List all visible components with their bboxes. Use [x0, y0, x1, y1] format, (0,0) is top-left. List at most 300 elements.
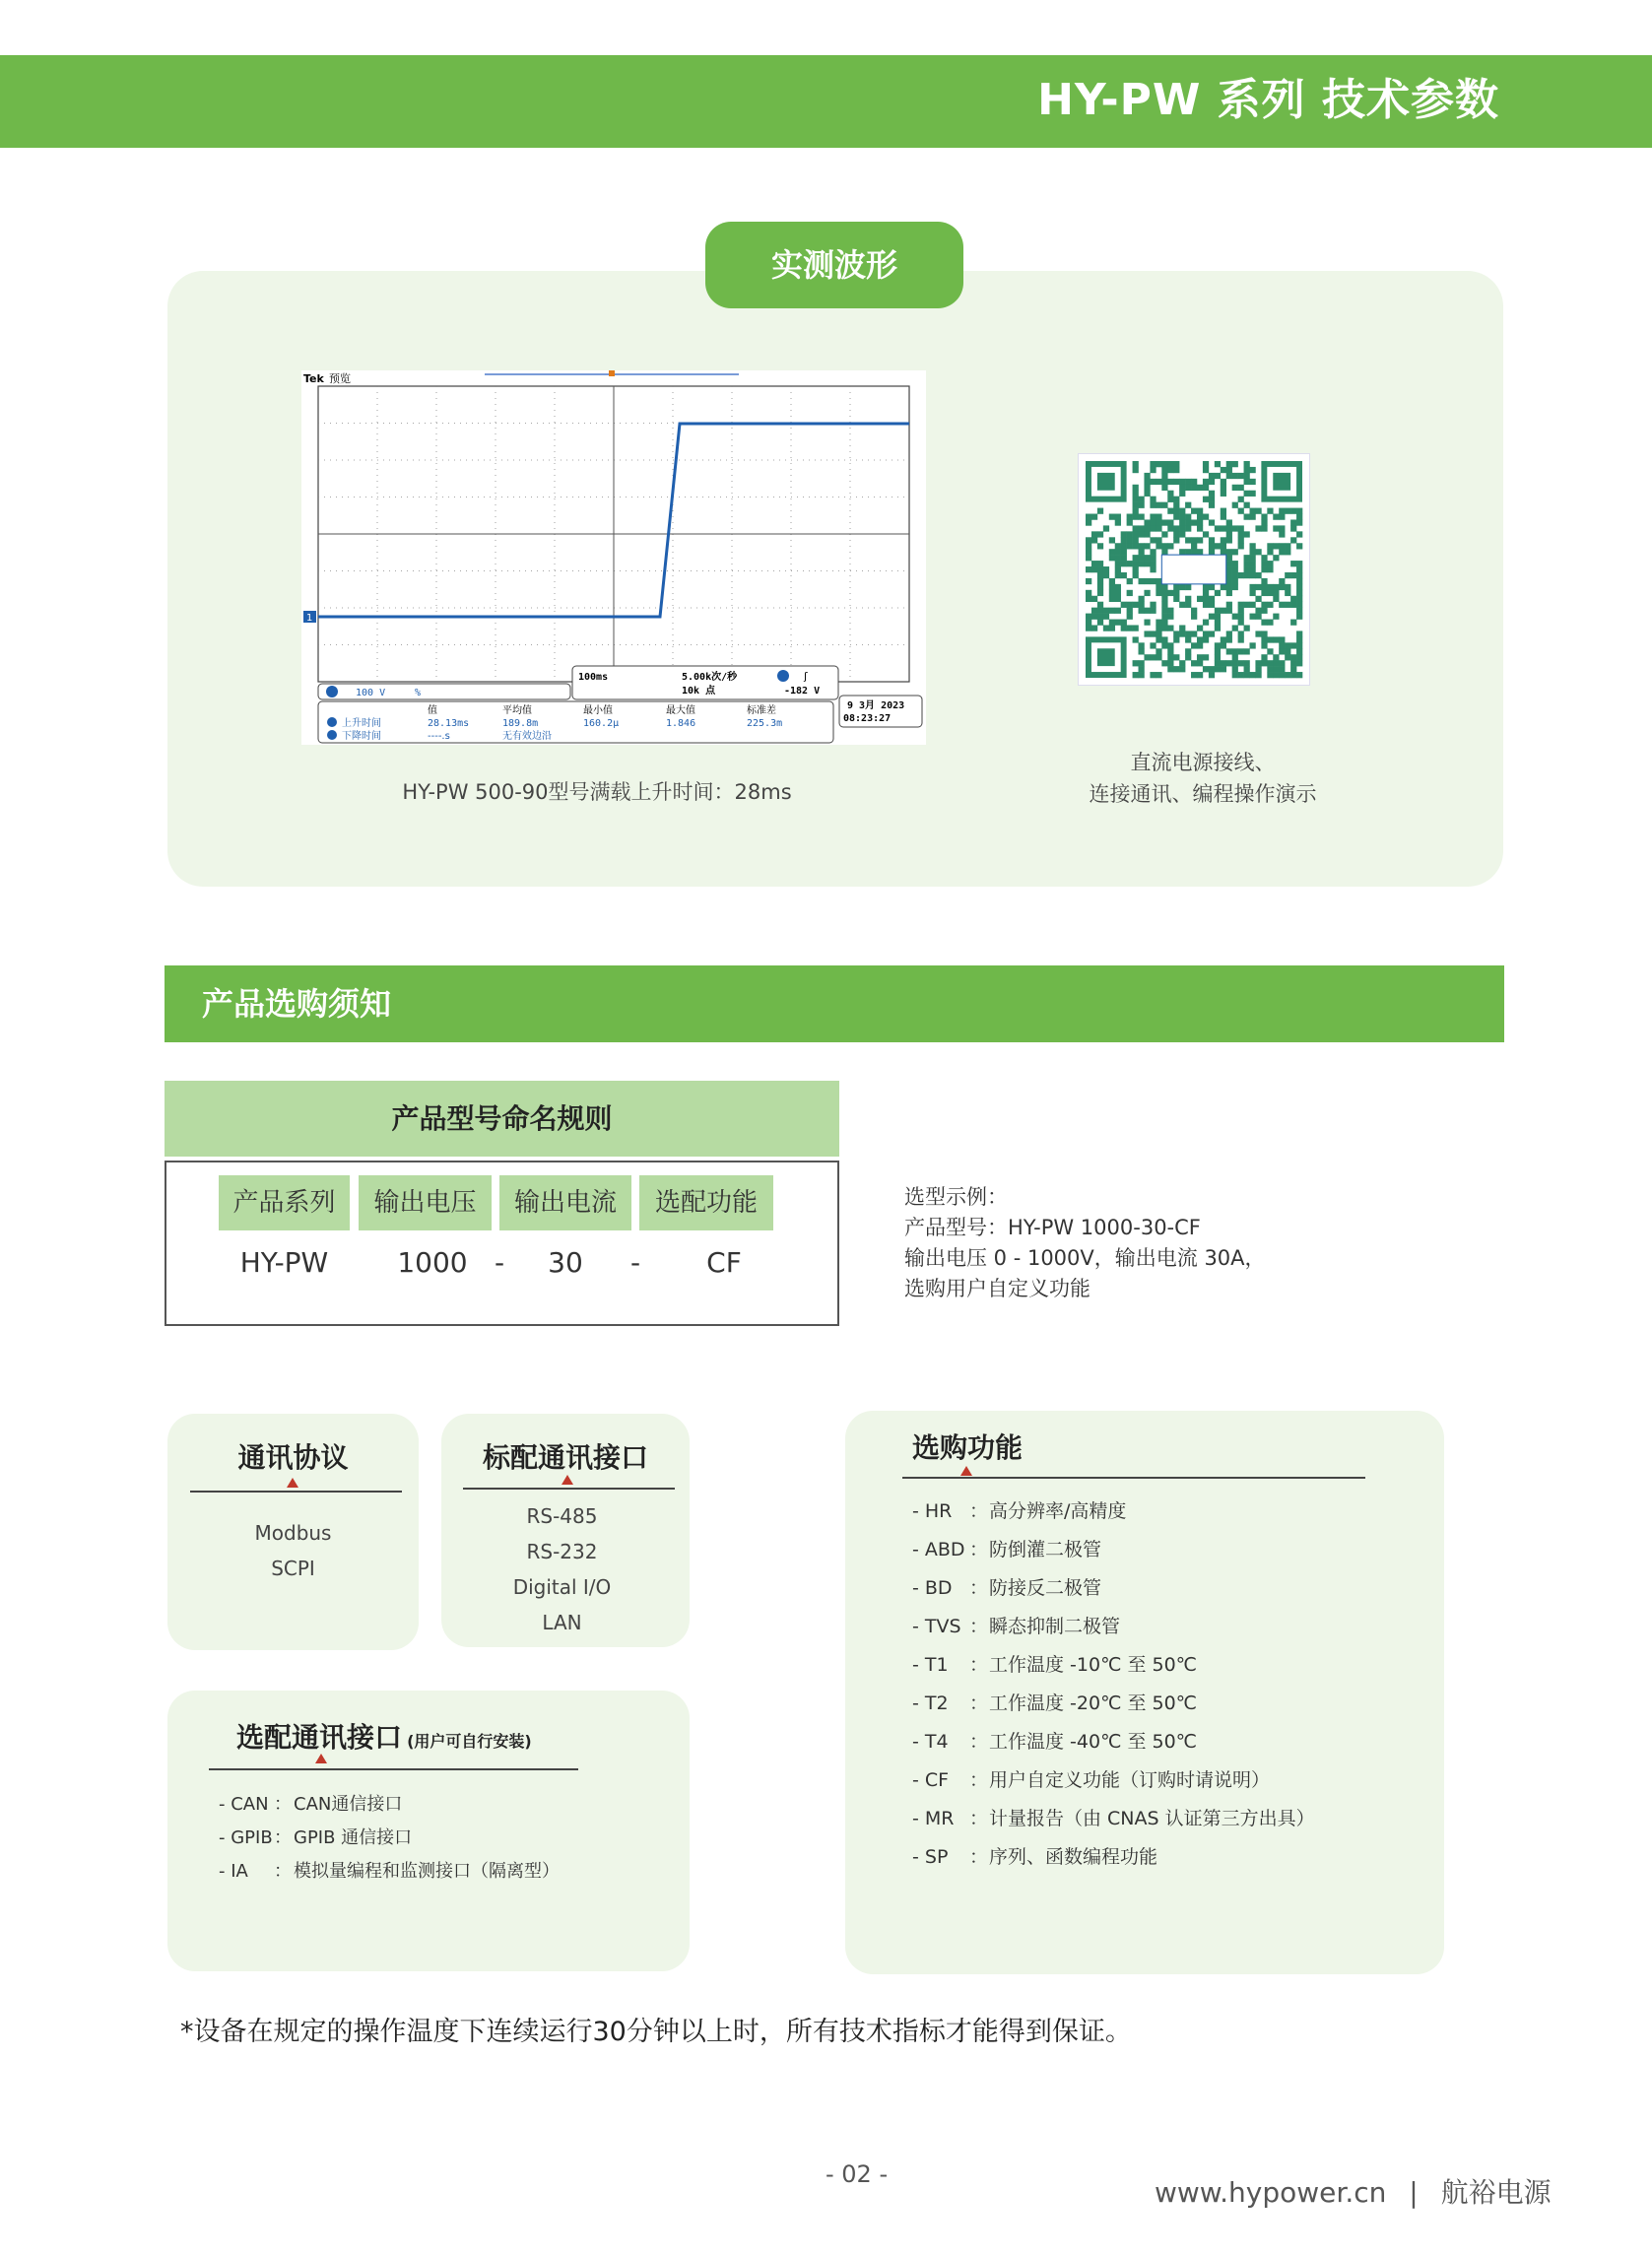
- qr-module: [1238, 631, 1244, 636]
- options-list: [912, 1493, 1315, 1877]
- footer-website-link[interactable]: www.hypower.cn: [1155, 2176, 1387, 2209]
- scope-ch-unit: %: [415, 688, 422, 698]
- qr-module: [1161, 485, 1167, 491]
- qr-module: [1097, 614, 1103, 620]
- standard-interface-item: RS-485: [526, 1504, 598, 1528]
- scope-trigger-level: -182 V: [784, 686, 821, 697]
- qr-module: [1285, 543, 1290, 549]
- qr-module: [1249, 467, 1255, 473]
- qr-module: [1267, 549, 1273, 555]
- qr-module: [1185, 479, 1191, 485]
- qr-module: [1267, 636, 1273, 642]
- qr-module: [1097, 620, 1103, 626]
- qr-module: [1249, 491, 1255, 497]
- qr-module: [1150, 467, 1156, 473]
- qr-module: [1133, 561, 1139, 566]
- qr-module: [1215, 648, 1221, 654]
- qr-module: [1238, 602, 1244, 608]
- qr-module: [1285, 584, 1290, 590]
- qr-module: [1209, 602, 1215, 608]
- qr-module: [1244, 672, 1250, 678]
- qr-module: [1279, 531, 1285, 537]
- qr-module: [1273, 596, 1279, 602]
- naming-separator-1: -: [494, 1246, 505, 1279]
- protocol-item: SCPI: [271, 1557, 315, 1580]
- qr-module: [1267, 620, 1273, 626]
- qr-module: [1244, 473, 1250, 479]
- qr-module: [1261, 578, 1267, 584]
- qr-module: [1127, 537, 1133, 543]
- qr-module: [1139, 672, 1145, 678]
- qr-module: [1226, 467, 1232, 473]
- qr-module: [1121, 625, 1127, 631]
- qr-module: [1232, 625, 1238, 631]
- qr-module: [1139, 648, 1145, 654]
- qr-module: [1191, 537, 1197, 543]
- qr-module: [1261, 525, 1267, 531]
- qr-module: [1296, 578, 1302, 584]
- scope-meas-value: 无有效边沿: [502, 731, 552, 742]
- qr-module: [1161, 549, 1167, 555]
- qr-module: [1086, 555, 1091, 561]
- qr-module: [1232, 473, 1238, 479]
- qr-module: [1215, 625, 1221, 631]
- qr-module: [1197, 519, 1203, 525]
- qr-module: [1173, 636, 1179, 642]
- qr-module: [1139, 555, 1145, 561]
- qr-logo: [1161, 555, 1225, 584]
- qr-module: [1267, 543, 1273, 549]
- qr-module: [1209, 549, 1215, 555]
- qr-module: [1185, 631, 1191, 636]
- qr-module: [1161, 620, 1167, 626]
- qr-module: [1144, 485, 1150, 491]
- option-item: - T1 ：工作温度 -10℃ 至 50℃: [912, 1654, 1198, 1676]
- qr-module: [1296, 561, 1302, 566]
- waveform-section-label: 实测波形: [705, 222, 963, 308]
- qr-module: [1179, 602, 1185, 608]
- qr-module: [1167, 590, 1173, 596]
- qr-module: [1150, 537, 1156, 543]
- qr-module: [1244, 461, 1250, 467]
- qr-module: [1144, 590, 1150, 596]
- qr-module: [1139, 561, 1145, 566]
- qr-module: [1185, 654, 1191, 660]
- qr-module: [1221, 508, 1226, 514]
- qr-module: [1209, 631, 1215, 636]
- optional-interface-title: 选配通讯接口: [236, 1721, 403, 1754]
- qr-module: [1156, 525, 1161, 531]
- qr-module: [1139, 578, 1145, 584]
- qr-module: [1209, 614, 1215, 620]
- qr-module: [1097, 584, 1103, 590]
- qr-module: [1133, 543, 1139, 549]
- qr-module: [1179, 660, 1185, 666]
- qr-module: [1267, 561, 1273, 566]
- qr-module: [1115, 584, 1121, 590]
- qr-module: [1267, 672, 1273, 678]
- qr-caption-line2: 连接通讯、编程操作演示: [1089, 782, 1317, 806]
- optional-interface-list: [219, 1788, 560, 1889]
- qr-module: [1267, 660, 1273, 666]
- qr-module: [1215, 525, 1221, 531]
- qr-module: [1203, 590, 1209, 596]
- qr-module: [1290, 537, 1296, 543]
- qr-module: [1221, 608, 1226, 614]
- qr-module: [1232, 561, 1238, 566]
- qr-module: [1261, 642, 1267, 648]
- qr-module: [1086, 620, 1091, 626]
- qr-module: [1127, 543, 1133, 549]
- qr-module: [1221, 467, 1226, 473]
- qr-module: [1115, 561, 1121, 566]
- qr-module: [1285, 648, 1290, 654]
- qr-module: [1179, 491, 1185, 497]
- qr-module: [1273, 666, 1279, 672]
- qr-module: [1249, 479, 1255, 485]
- example-line2: 产品型号：HY-PW 1000-30-CF: [904, 1216, 1201, 1239]
- option-item: - BD ：防接反二极管: [912, 1577, 1102, 1599]
- qr-module: [1197, 508, 1203, 514]
- qr-module: [1121, 561, 1127, 566]
- qr-module: [1144, 525, 1150, 531]
- selection-example: [904, 1182, 1266, 1304]
- qr-module: [1226, 549, 1232, 555]
- qr-module: [1139, 666, 1145, 672]
- qr-module: [1109, 608, 1115, 614]
- qr-module: [1296, 514, 1302, 520]
- qr-module: [1127, 531, 1133, 537]
- qr-module: [1179, 479, 1185, 485]
- qr-finder: [1097, 648, 1115, 666]
- qr-module: [1091, 531, 1097, 537]
- qr-module: [1261, 608, 1267, 614]
- qr-module: [1191, 543, 1197, 549]
- purchase-section-title: 产品选购须知: [202, 985, 392, 1023]
- qr-module: [1097, 531, 1103, 537]
- qr-module: [1226, 602, 1232, 608]
- qr-module: [1179, 485, 1185, 491]
- example-line1: 选型示例：: [904, 1185, 1008, 1209]
- qr-module: [1156, 519, 1161, 525]
- oscilloscope-screenshot: [301, 370, 926, 745]
- qr-module: [1161, 636, 1167, 642]
- qr-module: [1133, 672, 1139, 678]
- qr-module: [1191, 660, 1197, 666]
- qr-module: [1232, 614, 1238, 620]
- qr-module: [1150, 672, 1156, 678]
- qr-module: [1127, 625, 1133, 631]
- qr-module: [1238, 648, 1244, 654]
- qr-module: [1203, 620, 1209, 626]
- qr-module: [1127, 608, 1133, 614]
- qr-module: [1115, 572, 1121, 578]
- qr-module: [1244, 666, 1250, 672]
- qr-module: [1267, 602, 1273, 608]
- qr-module: [1267, 584, 1273, 590]
- qr-module: [1238, 473, 1244, 479]
- qr-module: [1173, 461, 1179, 467]
- qr-module: [1156, 654, 1161, 660]
- qr-module: [1161, 614, 1167, 620]
- qr-module: [1296, 566, 1302, 572]
- qr-module: [1150, 602, 1156, 608]
- qr-module: [1167, 608, 1173, 614]
- qr-module: [1179, 514, 1185, 520]
- qr-module: [1203, 461, 1209, 467]
- qr-module: [1156, 502, 1161, 508]
- qr-module: [1179, 508, 1185, 514]
- qr-module: [1249, 508, 1255, 514]
- scope-brand: Tek: [303, 372, 324, 385]
- qr-module: [1139, 660, 1145, 666]
- qr-module: [1226, 525, 1232, 531]
- qr-module: [1103, 625, 1109, 631]
- qr-module: [1150, 479, 1156, 485]
- qr-module: [1221, 584, 1226, 590]
- qr-module: [1290, 620, 1296, 626]
- options-rule: [902, 1477, 1365, 1479]
- optional-interface-item: - GPIB： GPIB 通信接口: [219, 1827, 413, 1848]
- qr-module: [1185, 549, 1191, 555]
- qr-module: [1226, 531, 1232, 537]
- qr-module: [1173, 537, 1179, 543]
- scope-trigger-marker: [609, 370, 615, 376]
- qr-module: [1232, 660, 1238, 666]
- qr-module: [1279, 525, 1285, 531]
- qr-module: [1173, 596, 1179, 602]
- qr-module: [1221, 485, 1226, 491]
- qr-module: [1261, 660, 1267, 666]
- qr-module: [1109, 549, 1115, 555]
- qr-module: [1209, 502, 1215, 508]
- qr-module: [1261, 584, 1267, 590]
- qr-module: [1185, 648, 1191, 654]
- qr-module: [1091, 537, 1097, 543]
- qr-module: [1273, 614, 1279, 620]
- qr-module: [1173, 590, 1179, 596]
- scope-meas-row1-label: 上升时间: [342, 718, 381, 729]
- protocol-list: [167, 1515, 419, 1586]
- qr-module: [1150, 631, 1156, 636]
- standard-interface-rule: [463, 1488, 675, 1490]
- qr-module: [1167, 461, 1173, 467]
- qr-module: [1290, 525, 1296, 531]
- qr-module: [1167, 660, 1173, 666]
- qr-module: [1203, 654, 1209, 660]
- qr-module: [1249, 572, 1255, 578]
- qr-module: [1197, 660, 1203, 666]
- qr-module: [1273, 654, 1279, 660]
- qr-module: [1161, 596, 1167, 602]
- qr-module: [1203, 479, 1209, 485]
- qr-finder: [1097, 473, 1115, 491]
- scope-meas-value: ----.s: [428, 731, 450, 742]
- qr-module: [1086, 566, 1091, 572]
- qr-module: [1109, 514, 1115, 520]
- naming-header-voltage: 输出电压: [359, 1175, 492, 1230]
- qr-module: [1261, 602, 1267, 608]
- qr-module: [1261, 514, 1267, 520]
- qr-module: [1173, 508, 1179, 514]
- qr-module: [1127, 561, 1133, 566]
- qr-module: [1167, 625, 1173, 631]
- qr-module: [1191, 479, 1197, 485]
- qr-module: [1133, 502, 1139, 508]
- qr-module: [1296, 642, 1302, 648]
- qr-module: [1156, 514, 1161, 520]
- qr-module: [1238, 525, 1244, 531]
- qr-module: [1226, 572, 1232, 578]
- qr-module: [1133, 461, 1139, 467]
- qr-module: [1203, 584, 1209, 590]
- qr-module: [1173, 525, 1179, 531]
- example-line4: 选购用户自定义功能: [904, 1277, 1090, 1300]
- qr-module: [1215, 620, 1221, 626]
- qr-module: [1209, 479, 1215, 485]
- qr-module: [1115, 555, 1121, 561]
- qr-module: [1156, 461, 1161, 467]
- qr-module: [1121, 531, 1127, 537]
- option-item: - T4 ：工作温度 -40℃ 至 50℃: [912, 1731, 1198, 1753]
- qr-module: [1167, 525, 1173, 531]
- qr-module: [1244, 467, 1250, 473]
- qr-module: [1261, 561, 1267, 566]
- qr-module: [1103, 572, 1109, 578]
- qr-module: [1296, 590, 1302, 596]
- qr-module: [1133, 660, 1139, 666]
- footer-divider: |: [1409, 2176, 1419, 2209]
- qr-module: [1226, 631, 1232, 636]
- qr-module: [1255, 572, 1261, 578]
- qr-module: [1290, 660, 1296, 666]
- qr-module: [1150, 497, 1156, 502]
- qr-module: [1279, 549, 1285, 555]
- svg-text:ʃ: ʃ: [804, 670, 808, 683]
- qr-module: [1139, 502, 1145, 508]
- qr-module: [1133, 555, 1139, 561]
- qr-module: [1249, 614, 1255, 620]
- scope-meas-header: 最大值: [666, 705, 695, 716]
- qr-module: [1167, 666, 1173, 672]
- page-number: - 02 -: [826, 2160, 889, 2188]
- qr-module: [1261, 620, 1267, 626]
- qr-module: [1273, 636, 1279, 642]
- qr-module: [1086, 625, 1091, 631]
- qr-module: [1191, 508, 1197, 514]
- protocol-card-title: 通讯协议: [237, 1441, 349, 1474]
- scope-meas-value: 189.8m: [502, 718, 539, 729]
- qr-module: [1139, 642, 1145, 648]
- qr-module: [1173, 654, 1179, 660]
- qr-module: [1238, 497, 1244, 502]
- qr-module: [1179, 531, 1185, 537]
- qr-module: [1133, 491, 1139, 497]
- qr-module: [1244, 479, 1250, 485]
- qr-module: [1209, 666, 1215, 672]
- qr-module: [1296, 543, 1302, 549]
- qr-module: [1133, 625, 1139, 631]
- qr-module: [1203, 636, 1209, 642]
- qr-module: [1226, 608, 1232, 614]
- qr-module: [1086, 614, 1091, 620]
- optional-interface-triangle-icon: [315, 1754, 327, 1763]
- qr-module: [1139, 497, 1145, 502]
- protocol-item: Modbus: [254, 1521, 332, 1545]
- qr-module: [1091, 514, 1097, 520]
- qr-module: [1238, 543, 1244, 549]
- qr-module: [1221, 642, 1226, 648]
- qr-module: [1097, 608, 1103, 614]
- qr-module: [1209, 497, 1215, 502]
- qr-module: [1221, 636, 1226, 642]
- qr-module: [1232, 461, 1238, 467]
- qr-module: [1221, 514, 1226, 520]
- qr-module: [1161, 602, 1167, 608]
- qr-module: [1261, 631, 1267, 636]
- qr-module: [1279, 672, 1285, 678]
- qr-module: [1185, 584, 1191, 590]
- qr-module: [1203, 531, 1209, 537]
- qr-module: [1279, 584, 1285, 590]
- optional-interface-item: - CAN ： CAN通信接口: [219, 1794, 403, 1815]
- qr-module: [1144, 578, 1150, 584]
- qr-module: [1290, 602, 1296, 608]
- qr-module: [1179, 666, 1185, 672]
- qr-module: [1179, 525, 1185, 531]
- qr-module: [1156, 620, 1161, 626]
- qr-module: [1191, 631, 1197, 636]
- qr-module: [1273, 672, 1279, 678]
- qr-module: [1226, 636, 1232, 642]
- qr-module: [1173, 467, 1179, 473]
- qr-module: [1185, 525, 1191, 531]
- qr-module: [1232, 578, 1238, 584]
- scope-meas-row2-label: 下降时间: [342, 731, 381, 742]
- qr-module: [1215, 666, 1221, 672]
- qr-module: [1261, 636, 1267, 642]
- qr-module: [1209, 543, 1215, 549]
- qr-module: [1279, 602, 1285, 608]
- qr-module: [1144, 479, 1150, 485]
- qr-module: [1296, 660, 1302, 666]
- qr-module: [1133, 636, 1139, 642]
- qr-module: [1127, 514, 1133, 520]
- qr-module: [1279, 578, 1285, 584]
- standard-interface-item: LAN: [542, 1611, 582, 1634]
- qr-module: [1191, 672, 1197, 678]
- qr-module: [1097, 578, 1103, 584]
- qr-module: [1121, 572, 1127, 578]
- qr-module: [1261, 566, 1267, 572]
- qr-module: [1127, 602, 1133, 608]
- qr-module: [1209, 584, 1215, 590]
- qr-module: [1150, 519, 1156, 525]
- qr-module: [1139, 602, 1145, 608]
- qr-code-image[interactable]: [1078, 453, 1310, 686]
- qr-module: [1232, 584, 1238, 590]
- qr-module: [1238, 672, 1244, 678]
- standard-interface-item: Digital I/O: [512, 1575, 612, 1599]
- qr-module: [1161, 531, 1167, 537]
- qr-module: [1226, 566, 1232, 572]
- optional-interface-heading: [236, 1716, 532, 1756]
- qr-module: [1267, 590, 1273, 596]
- qr-module: [1249, 561, 1255, 566]
- qr-module: [1215, 614, 1221, 620]
- qr-module: [1179, 519, 1185, 525]
- qr-module: [1232, 566, 1238, 572]
